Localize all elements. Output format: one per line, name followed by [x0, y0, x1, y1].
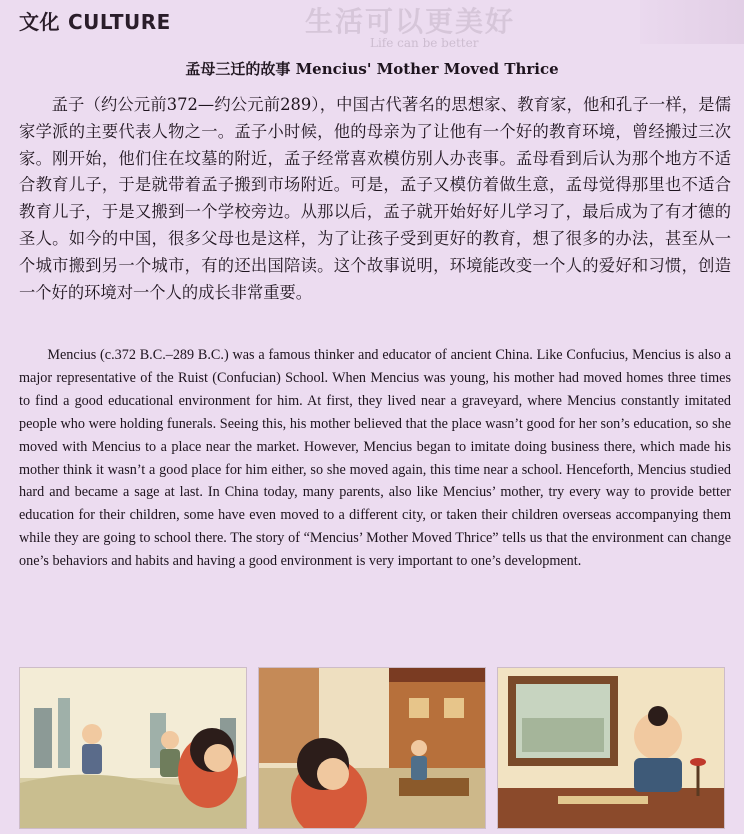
section-label — [19, 6, 171, 35]
section-label-zh: 文化 — [19, 10, 60, 34]
english-paragraph: Mencius (c.372 B.C.–289 B.C.) was a famous thinker and educator of ancient China. Like Confucius, Mencius is also a major representative of the Ruist (Confucian) School. When Mencius was young, his mother had moved homes three times to find a good educational environment for him. At first, they lived near a graveyard, where Mencius constantly imitated people who were holding funerals. Seeing this, his mother believed that the place wasn’t good for her son’s education, so she moved with Mencius to a place near the market. However, Mencius began to imitate doing business there, which made his mother think it wasn’t a good place for him either, so she moved again, this time near a school. Henceforth, Mencius studied hard and became a sage at last. In China today, many parents, also like Mencius’ mother, try every way to provide better education for their children, some have even moved to a different city, or taken their children overseas accompanying them while they are going to school there. The story of “Mencius’ Mother Moved Thrice” tells us that the environment can change one’s behaviors and habits and having a good environment is very important to one’s development. — [19, 347, 731, 570]
header-decoration — [640, 0, 744, 44]
article-title-en: Mencius' Mother Moved Thrice — [295, 60, 559, 78]
market-scene-illustration — [258, 667, 486, 829]
article-title-zh: 孟母三迁的故事 — [185, 60, 291, 78]
faded-header-text: 生活可以更美好 — [305, 5, 516, 38]
school-scene-illustration — [497, 667, 725, 829]
section-label-en: CULTURE — [68, 10, 171, 34]
article-title — [0, 58, 744, 79]
chinese-paragraph: 孟子（约公元前372—约公元前289），中国古代著名的思想家、教育家，他和孔子一样，是儒家学派的主要代表人物之一。孟子小时候，他的母亲为了让他有一个好的教育环境，曾经搬过三次家。刚开始，他们住在坟墓的附近，孟子经常喜欢模仿别人办丧事。孟母看到后认为那个地方不适合教育儿子，于是就带着孟子搬到市场附近。可是，孟子又模仿着做生意，孟母觉得那里也不适合教育儿子，于是又搬到一个学校旁边。从那以后，孟子就开始好好儿学习了，最后成为了有才德的圣人。如今的中国，很多父母也是这样，为了让孩子受到更好的教育，想了很多的办法，甚至从一个城市搬到另一个城市，有的还出国陪读。这个故事说明，环境能改变一个人的爱好和习惯，创造一个好的环境对一个人的成长非常重要。 — [19, 95, 731, 302]
faded-header-subtext: Life can be better — [370, 36, 479, 50]
graveyard-scene-illustration — [19, 667, 247, 829]
page-header — [0, 0, 744, 50]
